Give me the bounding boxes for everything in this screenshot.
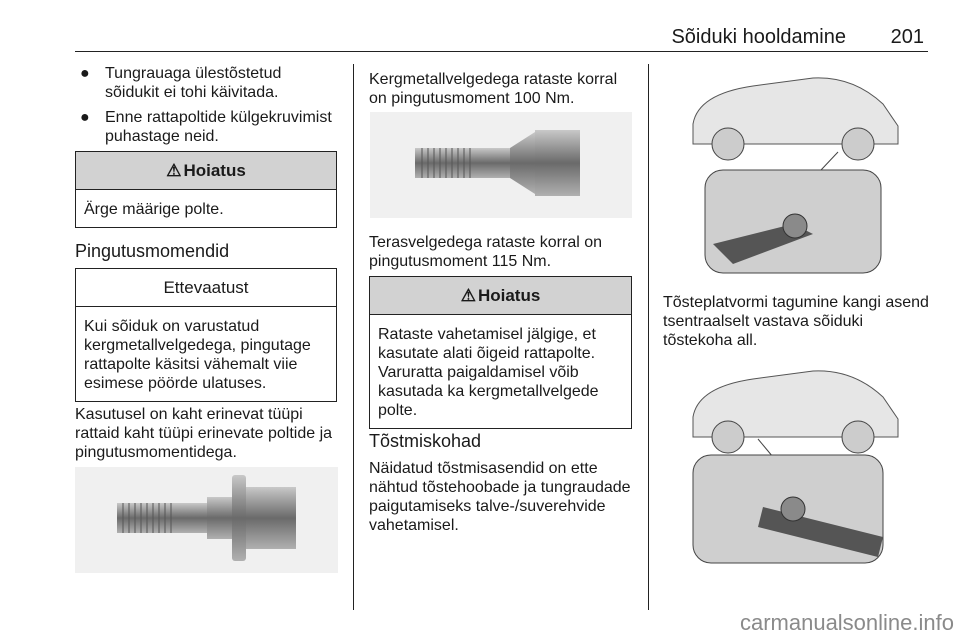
watermark: carmanualsonline.info xyxy=(739,610,954,635)
bolt-types-paragraph: Kasutusel on kaht erinevat tüüpi rattaid kaht tüüpi erinevate poltide ja pingutusmomentidega. xyxy=(75,406,333,461)
list-item: ● Tungrauaga ülestõstetud sõidukit ei tohi käivitada. xyxy=(80,65,282,101)
caution-header: Ettevaatust xyxy=(76,269,336,307)
column-1 xyxy=(75,64,337,152)
section-title: Sõiduki hooldamine xyxy=(671,26,846,48)
page-header xyxy=(75,26,928,52)
heading-tostmiskohad: Tõstmiskohad xyxy=(369,431,482,451)
warning-header: ⚠ Hoiatus xyxy=(76,152,336,190)
warning-triangle-icon: ⚠ xyxy=(460,286,476,305)
lift-illustration-1 xyxy=(663,64,928,277)
warning-header: ⚠ Hoiatus xyxy=(370,277,631,315)
page-number: 201 xyxy=(890,26,924,48)
alloy-bolt-illustration xyxy=(75,467,338,573)
column-divider-1 xyxy=(353,64,354,610)
warning-box-2 xyxy=(369,276,632,429)
caution-text: Kui sõiduk on varustatud kergmetallvelgedega, pingutage rattapolte käsitsi vähemalt viie esimese pöörde ulatuses. xyxy=(84,318,311,392)
warning-text: Rataste vahetamisel jälgige, et kasutate alati õigeid rattapolte. Varuratta paigaldamisel võib kasutada ka kergmetallvelgede polte. xyxy=(378,326,599,419)
lifting-points-paragraph: Näidatud tõstmisasendid on ette nähtud tõstehoobade ja tungraudade paigutamiseks talve-/suverehvide vahetamisel. xyxy=(369,460,631,534)
bullet-list xyxy=(75,64,337,146)
lift-illustration-2 xyxy=(663,357,928,565)
car-lift-image xyxy=(663,357,928,565)
warning-box-1 xyxy=(75,151,337,228)
alloy-torque-paragraph: Kergmetallvelgedega rataste korral on pingutusmoment 100 Nm. xyxy=(369,71,618,107)
bolt-image xyxy=(75,467,338,573)
heading-pingutusmomendid: Pingutusmomendid xyxy=(75,241,230,261)
car-lift-image xyxy=(663,64,928,277)
warning-triangle-icon: ⚠ xyxy=(166,161,182,180)
column-divider-2 xyxy=(648,64,649,610)
warning-text: Ärge määrige polte. xyxy=(84,201,224,218)
caution-box xyxy=(75,268,337,402)
list-item: ● Enne rattapoltide külgekruvimist puhastage neid. xyxy=(80,109,332,145)
steel-bolt-illustration xyxy=(370,112,632,218)
steel-torque-paragraph: Terasvelgedega rataste korral on pingutusmoment 115 Nm. xyxy=(369,234,603,270)
lift-platform-paragraph: Tõsteplatvormi tagumine kangi asend tsentraalselt vastava sõiduki tõstekoha all. xyxy=(663,294,929,349)
bolt-image xyxy=(370,112,632,218)
